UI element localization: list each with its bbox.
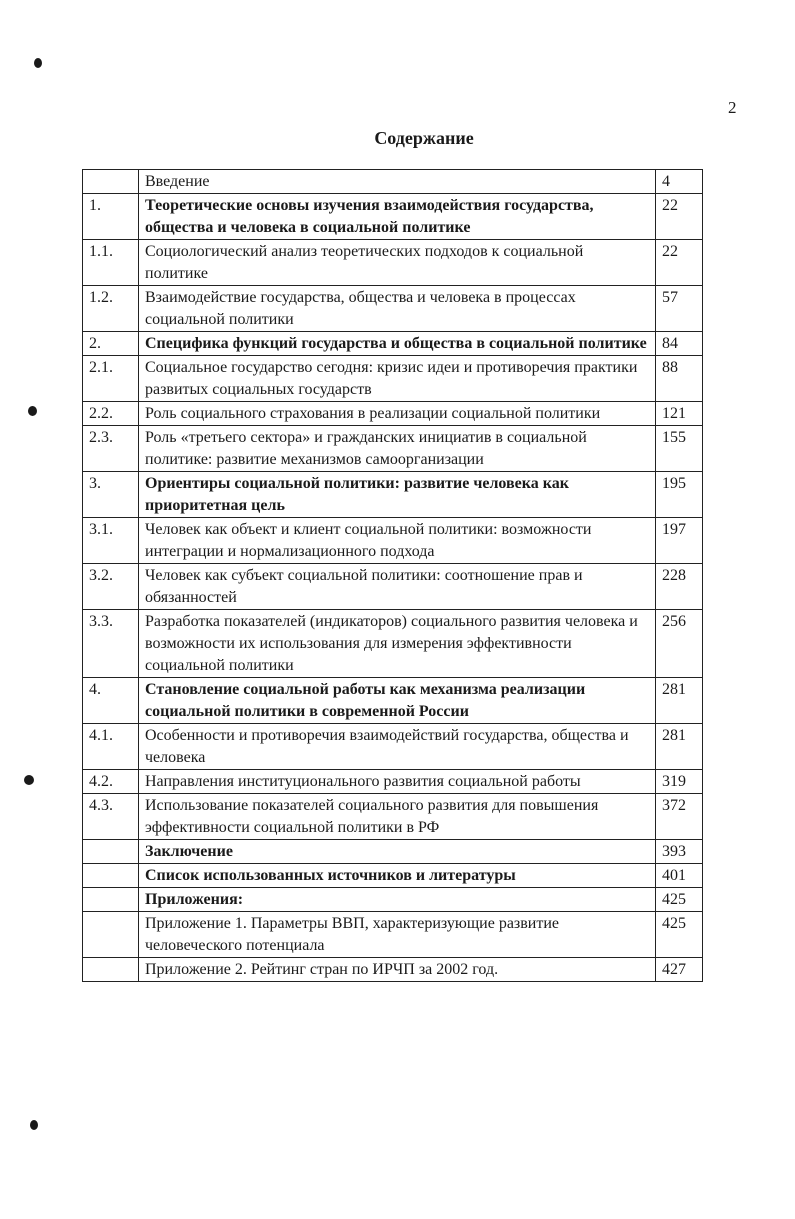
toc-page: 57	[656, 286, 703, 332]
toc-number: 3.2.	[83, 564, 139, 610]
toc-row	[83, 286, 703, 332]
binding-hole-mark	[34, 58, 42, 68]
toc-row	[83, 426, 703, 472]
toc-title: Приложения:	[139, 888, 656, 912]
toc-row	[83, 194, 703, 240]
toc-number: 1.	[83, 194, 139, 240]
toc-row	[83, 356, 703, 402]
toc-number	[83, 170, 139, 194]
toc-title: Заключение	[139, 840, 656, 864]
toc-title: Теоретические основы изучения взаимодействия государства, общества и человека в социальной политике	[139, 194, 656, 240]
toc-row	[83, 912, 703, 958]
toc-page: 121	[656, 402, 703, 426]
page-number: 2	[728, 98, 737, 117]
toc-title: Приложение 2. Рейтинг стран по ИРЧП за 2002 год.	[139, 958, 656, 982]
toc-number	[83, 912, 139, 958]
toc-title: Специфика функций государства и общества в социальной политике	[139, 332, 656, 356]
toc-row	[83, 864, 703, 888]
toc-title: Список использованных источников и литературы	[139, 864, 656, 888]
toc-page: 4	[656, 170, 703, 194]
toc-body	[83, 170, 703, 982]
toc-page: 393	[656, 840, 703, 864]
toc-title: Роль «третьего сектора» и гражданских инициатив в социальной политике: развитие механизмов самоорганизации	[139, 426, 656, 472]
toc-title: Роль социального страхования в реализации социальной политики	[139, 402, 656, 426]
binding-hole-mark	[28, 406, 37, 416]
toc-title: Введение	[139, 170, 656, 194]
toc-number: 2.3.	[83, 426, 139, 472]
toc-row	[83, 240, 703, 286]
binding-hole-mark	[30, 1120, 38, 1130]
toc-page: 401	[656, 864, 703, 888]
toc-row	[83, 888, 703, 912]
toc-number: 1.2.	[83, 286, 139, 332]
toc-number: 3.1.	[83, 518, 139, 564]
toc-number	[83, 840, 139, 864]
toc-page: 228	[656, 564, 703, 610]
toc-title: Человек как объект и клиент социальной политики: возможности интеграции и нормализационного подхода	[139, 518, 656, 564]
toc-row	[83, 678, 703, 724]
toc-number	[83, 864, 139, 888]
page-title: Содержание	[374, 128, 474, 148]
toc-title: Особенности и противоречия взаимодействий государства, общества и человека	[139, 724, 656, 770]
toc-title: Приложение 1. Параметры ВВП, характеризующие развитие человеческого потенциала	[139, 912, 656, 958]
toc-title: Становление социальной работы как механизма реализации социальной политики в современной России	[139, 678, 656, 724]
toc-number: 4.3.	[83, 794, 139, 840]
toc-row	[83, 724, 703, 770]
toc-page: 427	[656, 958, 703, 982]
toc-number: 2.2.	[83, 402, 139, 426]
toc-title: Взаимодействие государства, общества и человека в процессах социальной политики	[139, 286, 656, 332]
toc-number: 1.1.	[83, 240, 139, 286]
toc-page: 425	[656, 912, 703, 958]
toc-page: 319	[656, 770, 703, 794]
toc-row	[83, 564, 703, 610]
toc-row	[83, 610, 703, 678]
toc-page: 256	[656, 610, 703, 678]
toc-page: 22	[656, 240, 703, 286]
toc-number: 4.2.	[83, 770, 139, 794]
toc-number	[83, 958, 139, 982]
toc-page: 372	[656, 794, 703, 840]
toc-row	[83, 770, 703, 794]
toc-title: Разработка показателей (индикаторов) социального развития человека и возможности их использования для измерения эффективности социальной политики	[139, 610, 656, 678]
binding-hole-mark	[24, 775, 34, 785]
toc-page: 195	[656, 472, 703, 518]
toc-row	[83, 840, 703, 864]
toc-page: 22	[656, 194, 703, 240]
toc-page: 281	[656, 678, 703, 724]
toc-number: 2.	[83, 332, 139, 356]
toc-row	[83, 402, 703, 426]
toc-page: 88	[656, 356, 703, 402]
toc-row	[83, 794, 703, 840]
toc-number	[83, 888, 139, 912]
toc-row	[83, 332, 703, 356]
toc-number: 4.1.	[83, 724, 139, 770]
toc-page: 281	[656, 724, 703, 770]
toc-row	[83, 518, 703, 564]
toc-title: Человек как субъект социальной политики: соотношение прав и обязанностей	[139, 564, 656, 610]
toc-title: Использование показателей социального развития для повышения эффективности социальной политики в РФ	[139, 794, 656, 840]
toc-page: 425	[656, 888, 703, 912]
toc-title: Социологический анализ теоретических подходов к социальной политике	[139, 240, 656, 286]
toc-row	[83, 170, 703, 194]
toc-page: 155	[656, 426, 703, 472]
toc-title: Ориентиры социальной политики: развитие человека как приоритетная цель	[139, 472, 656, 518]
toc-number: 3.	[83, 472, 139, 518]
toc-row	[83, 472, 703, 518]
toc-number: 3.3.	[83, 610, 139, 678]
toc-row	[83, 958, 703, 982]
toc-number: 2.1.	[83, 356, 139, 402]
toc-page: 197	[656, 518, 703, 564]
table-of-contents	[82, 169, 703, 982]
toc-number: 4.	[83, 678, 139, 724]
toc-page: 84	[656, 332, 703, 356]
toc-title: Социальное государство сегодня: кризис идеи и противоречия практики развитых социальных государств	[139, 356, 656, 402]
toc-title: Направления институционального развития социальной работы	[139, 770, 656, 794]
